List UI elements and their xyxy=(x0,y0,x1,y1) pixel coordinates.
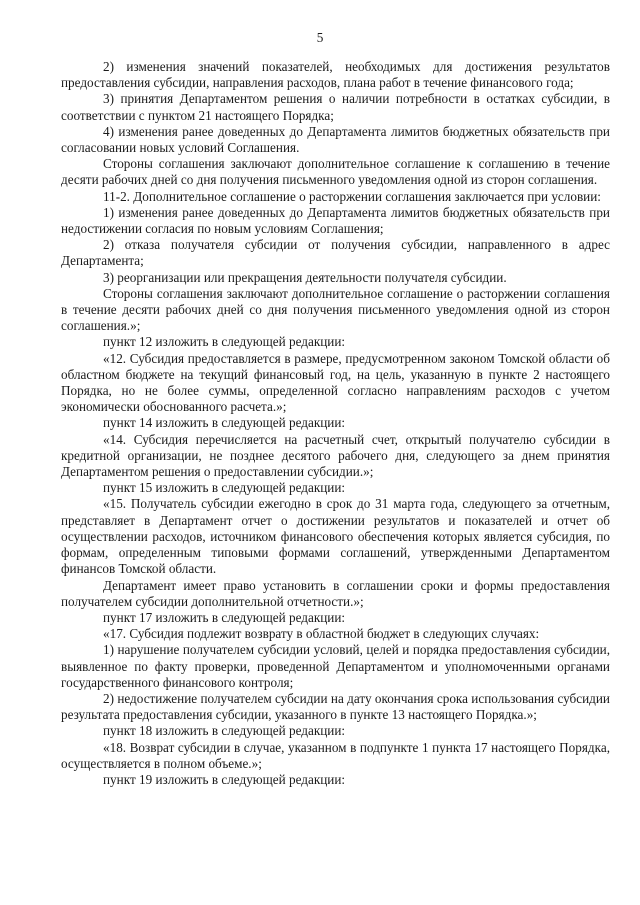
paragraph: пункт 12 изложить в следующей редакции: xyxy=(103,334,346,350)
document-body xyxy=(61,59,610,788)
paragraph: пункт 17 изложить в следующей редакции: xyxy=(103,609,346,625)
paragraph: 1) изменения ранее доведенных до Департамента лимитов бюджетных обязательств при недостижении согласия по новым условиям Соглашения; xyxy=(61,204,610,237)
paragraph: 3) принятия Департаментом решения о наличии потребности в остатках субсидии, в соответствии с пунктом 21 настоящего Порядка; xyxy=(61,91,610,123)
paragraph: Стороны соглашения заключают дополнительное соглашение к соглашению в течение десяти рабочих дней со дня получения письменного уведомления одной из сторон соглашения. xyxy=(61,156,610,188)
page-number: 5 xyxy=(316,30,324,45)
paragraph: пункт 15 изложить в следующей редакции: xyxy=(103,480,346,496)
paragraph: «15. Получатель субсидии ежегодно в срок до 31 марта года, следующего за отчетным, представляет в Департамент отчет о достижении результатов и показателей и отчет об осуществлении расходов, источником финансового обеспечения которых является субсидия, по формам, определенным типовыми формами соглашений, утвержденными Департаментом финансов Томской области. xyxy=(61,496,610,577)
paragraph: Стороны соглашения заключают дополнительное соглашение о расторжении соглашения в течение десяти рабочих дней со дня получения письменного уведомления одной из сторон соглашения.»; xyxy=(61,285,610,334)
paragraph: пункт 19 изложить в следующей редакции: xyxy=(103,771,346,787)
paragraph: «18. Возврат субсидии в случае, указанном в подпункте 1 пункта 17 настоящего Порядка, осуществляется в полном объеме.»; xyxy=(61,739,610,771)
paragraph: «17. Субсидия подлежит возврату в областной бюджет в следующих случаях: xyxy=(103,626,540,642)
paragraph: «12. Субсидия предоставляется в размере, предусмотренном законом Томской области об областном бюджете на текущий финансовый год, на цель, указанную в пункте 2 настоящего Порядка, но не более суммы, определенной согласно направлениям расходов с учетом экономически обоснованного расчета.»; xyxy=(61,350,610,415)
paragraph: Департамент имеет право установить в соглашении сроки и формы предоставления получателем субсидии дополнительной отчетности.»; xyxy=(61,577,610,609)
paragraph: 2) отказа получателя субсидии от получения субсидии, направленного в адрес Департамента; xyxy=(61,237,610,269)
paragraph: 1) нарушение получателем субсидии условий, целей и порядка предоставления субсидии, выявленное по факту проверки, проведенной Департаментом и уполномоченными органами государственного финансового контроля; xyxy=(61,642,610,690)
paragraph: пункт 18 изложить в следующей редакции: xyxy=(103,723,346,739)
paragraph: 4) изменения ранее доведенных до Департамента лимитов бюджетных обязательств при согласовании новых условий Соглашения. xyxy=(61,123,610,156)
paragraph: 2) недостижение получателем субсидии на дату окончания срока использования субсидии результата предоставления субсидии, указанного в пункте 13 настоящего Порядка.»; xyxy=(61,690,610,723)
paragraph: пункт 14 изложить в следующей редакции: xyxy=(103,415,346,431)
paragraph: «14. Субсидия перечисляется на расчетный счет, открытый получателю субсидии в кредитной организации, не позднее десятого рабочего дня, следующего за днем принятия Департаментом решения о предоставлении субсидии.»; xyxy=(61,431,610,480)
paragraph: 2) изменения значений показателей, необходимых для достижения результатов предоставления субсидии, направления расходов, плана работ в течение финансового года; xyxy=(61,59,610,91)
paragraph: 11-2. Дополнительное соглашение о расторжении соглашения заключается при условии: xyxy=(103,188,601,204)
paragraph: 3) реорганизации или прекращения деятельности получателя субсидии. xyxy=(103,269,507,285)
